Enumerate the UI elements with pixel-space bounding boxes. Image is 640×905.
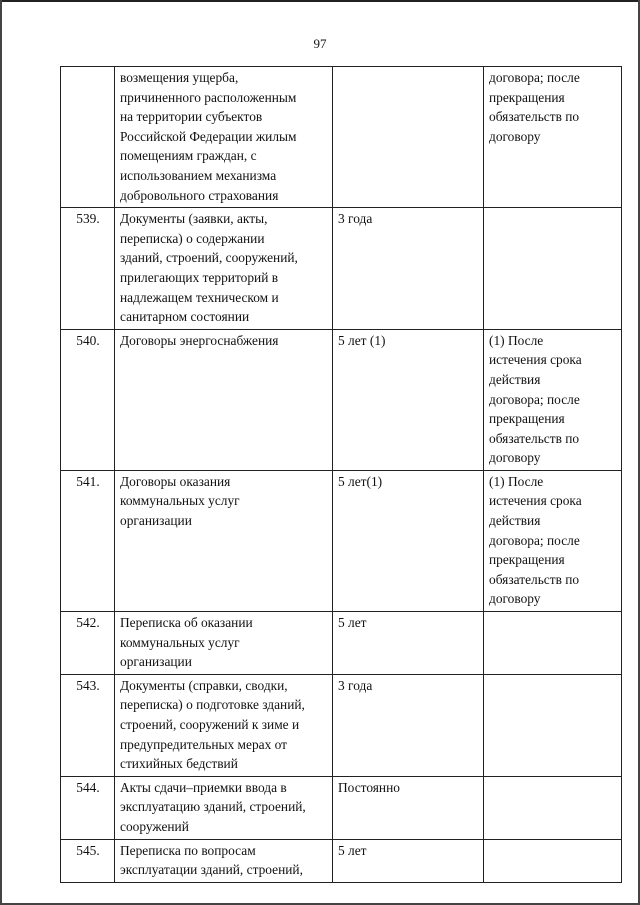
row-number: 541.	[61, 470, 115, 611]
document-title: Документы (справки, сводки, переписка) о подготовке зданий, строений, сооружений к зиме и предупредительных мерах от стихийных бедствий	[115, 674, 333, 776]
retention-term: 3 года	[333, 674, 484, 776]
document-title: Переписка об оказании коммунальных услуг организации	[115, 612, 333, 675]
retention-note	[484, 776, 622, 839]
table-row	[61, 208, 622, 330]
retention-note: договора; после прекращения обязательств по договору	[484, 67, 622, 208]
retention-term: 5 лет	[333, 612, 484, 675]
retention-term: 5 лет	[333, 839, 484, 882]
retention-term: 3 года	[333, 208, 484, 330]
document-title: Договоры энергоснабжения	[115, 329, 333, 470]
table-row	[61, 67, 622, 208]
row-number: 540.	[61, 329, 115, 470]
retention-term: Постоянно	[333, 776, 484, 839]
table-row	[61, 776, 622, 839]
table-row	[61, 674, 622, 776]
row-number: 543.	[61, 674, 115, 776]
retention-term: 5 лет (1)	[333, 329, 484, 470]
document-title: возмещения ущерба, причиненного расположенным на территории субъектов Российской Федерации жилым помещениям граждан, с использованием механизма добровольного страхования	[115, 67, 333, 208]
retention-note: (1) После истечения срока действия договора; после прекращения обязательств по договору	[484, 470, 622, 611]
page-left-edge	[0, 0, 2, 905]
records-table	[60, 66, 622, 883]
page-number: 97	[313, 36, 327, 51]
row-number	[61, 67, 115, 208]
retention-term: 5 лет(1)	[333, 470, 484, 611]
retention-note	[484, 674, 622, 776]
page-top-edge	[0, 0, 640, 2]
row-number: 545.	[61, 839, 115, 882]
table-row	[61, 470, 622, 611]
retention-note: (1) После истечения срока действия договора; после прекращения обязательств по договору	[484, 329, 622, 470]
document-title: Документы (заявки, акты, переписка) о содержании зданий, строений, сооружений, прилегающих территорий в надлежащем техническом и санитарном состоянии	[115, 208, 333, 330]
row-number: 539.	[61, 208, 115, 330]
table-row	[61, 612, 622, 675]
row-number: 542.	[61, 612, 115, 675]
table-row	[61, 839, 622, 882]
table-row	[61, 329, 622, 470]
document-title: Акты сдачи–приемки ввода в эксплуатацию зданий, строений, сооружений	[115, 776, 333, 839]
document-title: Договоры оказания коммунальных услуг организации	[115, 470, 333, 611]
row-number: 544.	[61, 776, 115, 839]
retention-term	[333, 67, 484, 208]
retention-note	[484, 612, 622, 675]
retention-note	[484, 208, 622, 330]
document-title: Переписка по вопросам эксплуатации зданий, строений,	[115, 839, 333, 882]
retention-note	[484, 839, 622, 882]
